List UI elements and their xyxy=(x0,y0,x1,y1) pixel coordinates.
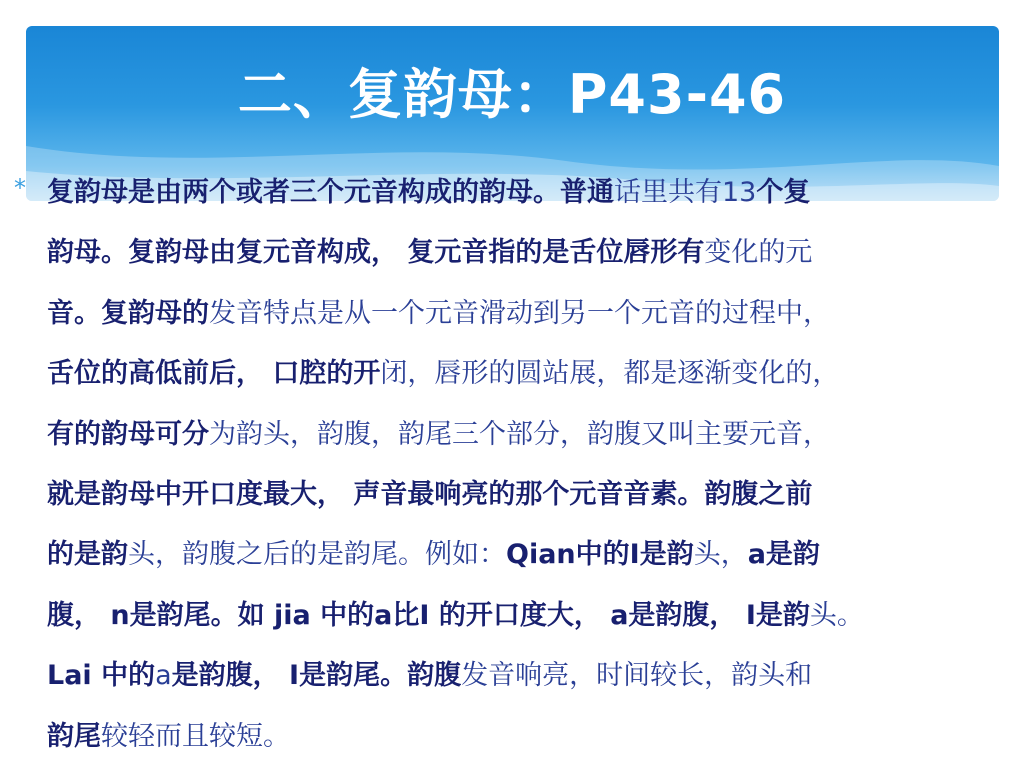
text-run: 腹， n是韵尾。如 jia 中的a比I 的开口度大， a是韵腹， I是韵 xyxy=(47,599,810,631)
text-run: 较轻而且较短。 xyxy=(101,720,290,752)
slide-title: 二、复韵母：P43-46 xyxy=(237,63,787,126)
text-run: 变化的元 xyxy=(704,237,813,269)
paragraph-line-6 xyxy=(47,465,1007,525)
text-run: Lai 中的 xyxy=(47,660,156,692)
text-run: 个复 xyxy=(756,177,811,208)
bullet-icon: * xyxy=(14,174,26,202)
paragraph-line-5 xyxy=(47,405,1007,465)
text-run: 音。复韵母的 xyxy=(47,297,209,329)
text-run: 中的 xyxy=(575,539,630,571)
paragraph-line-9 xyxy=(47,646,1007,706)
body-paragraph xyxy=(47,163,1007,767)
paragraph-line-10 xyxy=(47,707,1007,767)
text-run: 为韵头，韵腹，韵尾三个部分，韵腹又叫主要元音， xyxy=(209,418,830,450)
text-run: 是韵 xyxy=(639,539,694,571)
text-run: 13 xyxy=(722,177,757,208)
text-run: 发音响亮，时间较长，韵头和 xyxy=(461,660,813,692)
text-run: 的是韵 xyxy=(47,539,128,571)
paragraph-line-1 xyxy=(47,163,1007,223)
text-run: a是韵 xyxy=(747,539,820,571)
text-run: a xyxy=(155,660,172,692)
paragraph-line-4 xyxy=(47,344,1007,404)
text-run: Qian xyxy=(506,539,576,571)
text-run: 有的韵母可分 xyxy=(47,418,209,450)
paragraph-line-8 xyxy=(47,586,1007,646)
paragraph-line-2 xyxy=(47,223,1007,283)
text-run: 韵尾 xyxy=(47,720,101,752)
paragraph-line-3 xyxy=(47,284,1007,344)
text-run: 话里共有 xyxy=(614,177,722,208)
paragraph-line-7 xyxy=(47,525,1007,585)
text-run: 就是韵母中开口度最大， 声音最响亮的那个元音音素。韵腹之前 xyxy=(47,479,813,511)
text-run: 头， xyxy=(693,539,748,571)
text-run: 复韵母是由两个或者三个元音构成的韵母。普通 xyxy=(47,177,614,208)
text-run: 舌位的高低前后， 口腔的开 xyxy=(47,358,381,390)
text-run: 闭，唇形的圆站展，都是逐渐变化的， xyxy=(380,358,840,390)
text-run: 是韵腹， I是韵尾。韵腹 xyxy=(171,660,462,692)
text-run: 发音特点是从一个元音滑动到另一个元音的过程中， xyxy=(209,297,830,329)
text-run: 头，韵腹之后的是韵尾。例如： xyxy=(128,539,506,571)
text-run: 头。 xyxy=(809,599,864,631)
text-run: I xyxy=(629,539,640,571)
text-run: 韵母。复韵母由复元音构成， 复元音指的是舌位唇形有 xyxy=(47,237,705,269)
